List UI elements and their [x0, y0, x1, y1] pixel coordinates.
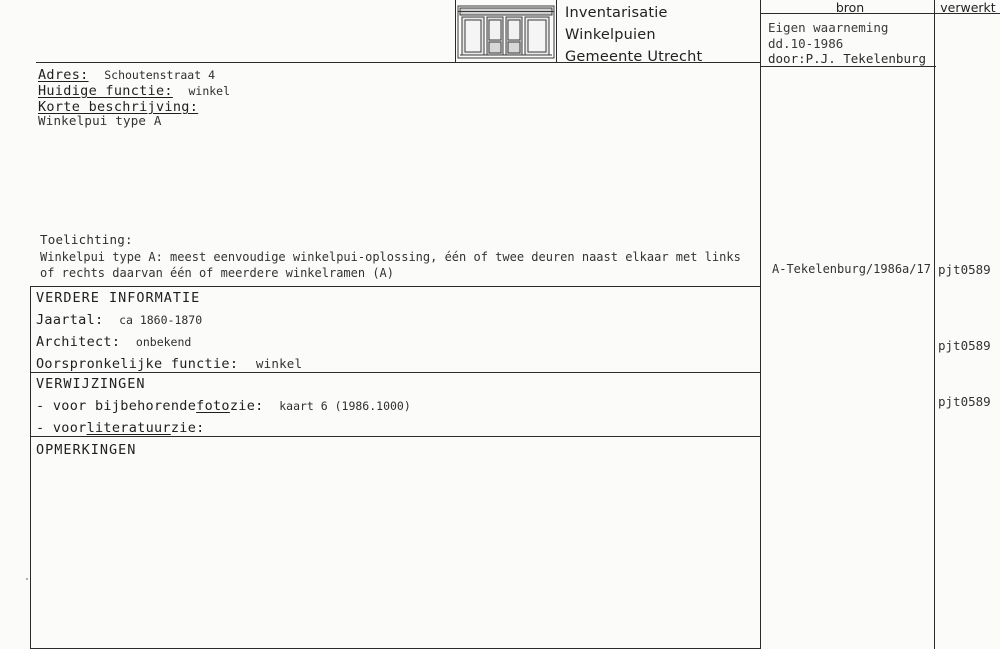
- verwerkt-code-verwijzingen: pjt0589: [938, 394, 991, 409]
- field-architect: [36, 331, 302, 350]
- bron-line-1: Eigen waarneming: [768, 20, 889, 35]
- verwijzing-foto-value: kaart 6 (1986.1000): [279, 399, 411, 413]
- field-jaartal: [36, 309, 302, 328]
- rule-title-left: [556, 0, 557, 62]
- korte-beschrijving-value: Winkelpui type A: [38, 113, 162, 128]
- jaartal-label: Jaartal:: [36, 312, 104, 328]
- oorspronkelijke-functie-label: Oorspronkelijke functie:: [36, 356, 239, 372]
- rule-above-opmerkingen: [30, 436, 760, 437]
- toelichting-label: Toelichting:: [40, 232, 133, 247]
- toelichting-line-2: of rechts daarvan één of meerdere winkelramen (A): [40, 266, 395, 280]
- verwijzing-lit-link: literatuur: [86, 420, 171, 436]
- adres-value: Schoutenstraat 4: [104, 68, 215, 82]
- toelichting-line-1: Winkelpui type A: meest eenvoudige winkelpui-oplossing, één of twee deuren naast elkaar met links: [40, 250, 741, 264]
- column-header-verwerkt: verwerkt: [940, 0, 996, 15]
- oorspronkelijke-functie-value: winkel: [255, 356, 303, 371]
- verwijzing-foto-link: foto: [196, 398, 230, 414]
- bron-line-2: dd.10-1986: [768, 35, 844, 51]
- verwijzing-lit-prefix: - voor: [36, 420, 87, 436]
- page-title: [565, 2, 755, 68]
- verwijzingen-block: [36, 376, 411, 436]
- verwijzing-lit-mid: zie:: [170, 420, 205, 436]
- adres-label: Adres:: [38, 67, 89, 83]
- rule-above-verwijzingen: [30, 372, 760, 373]
- verdere-informatie-heading: VERDERE INFORMATIE: [36, 290, 201, 306]
- verwerkt-code-toelichting: pjt0589: [938, 262, 991, 277]
- title-line-2: Winkelpuien: [565, 27, 656, 43]
- field-oorspronkelijke-functie: [36, 353, 302, 372]
- huidige-functie-value: winkel: [188, 84, 231, 98]
- verdere-informatie-block: [36, 290, 302, 372]
- bron-line-3: door:P.J. Tekelenburg: [768, 51, 927, 66]
- verwerkt-code-verdere: pjt0589: [938, 338, 991, 353]
- toelichting-block: [40, 232, 741, 281]
- toelichting-source-ref: A-Tekelenburg/1986a/17: [772, 262, 931, 276]
- verwijzing-foto-prefix: - voor bijbehorende: [36, 398, 197, 414]
- rule-above-verdere: [30, 286, 760, 287]
- jaartal-value: ca 1860-1870: [119, 313, 203, 327]
- korte-beschrijving-label: Korte beschrijving:: [38, 99, 199, 115]
- verwijzing-foto-mid: zie:: [229, 398, 264, 414]
- paper-speck: [26, 578, 28, 580]
- shopfront-elevation-drawing: [456, 4, 556, 60]
- rule-column-verwerkt: [934, 0, 935, 649]
- title-line-3: Gemeente Utrecht: [565, 49, 703, 65]
- rule-left-margin: [30, 286, 31, 649]
- rule-column-bron: [760, 0, 761, 649]
- architect-value: onbekend: [135, 335, 192, 349]
- verwijzingen-heading: VERWIJZINGEN: [36, 376, 146, 392]
- architect-label: Architect:: [36, 334, 121, 350]
- column-header-bron: bron: [835, 0, 865, 15]
- title-line-1: Inventarisatie: [565, 5, 668, 21]
- bron-observation-block: [768, 20, 938, 67]
- huidige-functie-label: Huidige functie:: [38, 83, 173, 99]
- verwijzing-foto-row: [36, 395, 411, 414]
- verwijzing-literatuur-row: [36, 417, 411, 436]
- opmerkingen-heading: OPMERKINGEN: [36, 442, 137, 458]
